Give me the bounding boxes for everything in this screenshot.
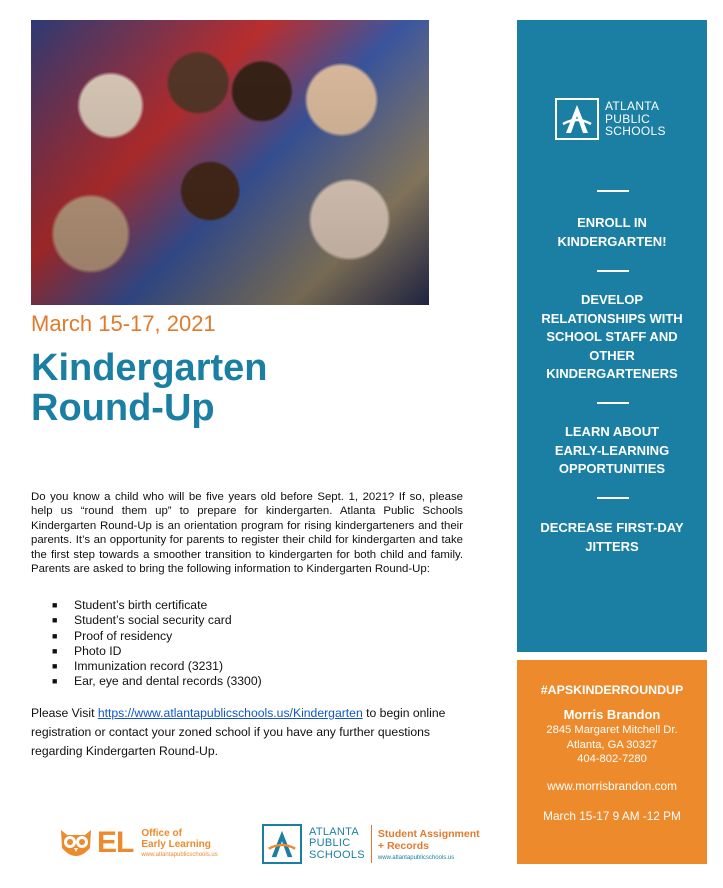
oel-mark: EL [97, 826, 134, 859]
aps-footer-text: ATLANTA PUBLIC SCHOOLS [309, 825, 365, 861]
benefit-jitters: DECREASE FIRST-DAY JITTERS [540, 520, 684, 554]
event-hours: March 15-17 9 AM -12 PM [543, 809, 681, 823]
benefit-relationships: DEVELOP RELATIONSHIPS WITH SCHOOL STAFF AND OTHER KINDERGARTENERS [541, 292, 683, 381]
title-line-2: Round-Up [31, 387, 215, 429]
requirements-list [52, 598, 262, 690]
aps-logo [555, 98, 666, 140]
benefit-enroll: ENROLL IN KINDERGARTEN! [557, 215, 667, 249]
divider [597, 497, 629, 499]
list-item: ■ Student’s social security card [52, 613, 232, 628]
divider [597, 270, 629, 272]
bullet-icon: ■ [52, 630, 58, 641]
benefits-sidebar [517, 20, 707, 652]
list-item: ■ Immunization record (3231) [52, 659, 224, 674]
kindergarten-registration-link[interactable]: https://www.atlantapublicschools.us/Kindergarten [97, 706, 363, 720]
divider [371, 825, 372, 863]
list-item: ■ Student’s birth certificate [52, 598, 208, 612]
bullet-icon: ■ [52, 676, 58, 687]
page-title [31, 348, 411, 428]
bullet-icon: ■ [52, 661, 58, 672]
school-name: Morris Brandon [563, 707, 661, 722]
list-item: ■ Proof of residency [52, 628, 173, 643]
event-date: March 15-17, 2021 [31, 311, 216, 336]
aps-torch-icon [555, 98, 599, 140]
contact-box [517, 660, 707, 864]
children-group-photo [31, 20, 429, 305]
list-item: ■ Photo ID [52, 643, 122, 658]
bullet-icon: ■ [52, 645, 58, 656]
school-phone: 404-802-7280 [577, 753, 647, 765]
aps-student-assignment-logo [262, 824, 480, 864]
aps-torch-icon [262, 824, 302, 864]
bullet-icon: ■ [52, 615, 58, 626]
title-line-1: Kindergarten [31, 347, 268, 389]
school-address: 2845 Margaret Mitchell Dr. Atlanta, GA 30327 404-802-7280 [517, 723, 707, 767]
hashtag: #APSKINDERROUNDUP [540, 683, 684, 697]
owl-icon [57, 824, 95, 862]
benefit-early-learning: LEARN ABOUT EARLY-LEARNING OPPORTUNITIES [554, 424, 670, 476]
oel-text: Office of Early Learning www.atlantapublicschools.us [141, 828, 218, 858]
intro-paragraph: Do you know a child who will be five years old before Sept. 1, 2021? If so, please help us “round them up” to prepare for kindergarten. Atlanta Public Schools Kindergarten Round-Up is an orientation program for rising kindergarteners and their parents. It’s an opportunity for parents to register their child for kindergarten and take the first step towards a smoother transition to kindergarten for both child and family. Parents are asked to bring the following information to Kindergarten Round-Up: [31, 491, 463, 576]
oel-logo [57, 824, 218, 862]
school-website[interactable]: www.morrisbrandon.com [547, 779, 677, 793]
divider [597, 190, 629, 192]
divider [597, 402, 629, 404]
aps-logo-text: ATLANTA PUBLIC SCHOOLS [605, 99, 666, 139]
bullet-icon: ■ [52, 600, 58, 610]
visit-paragraph: Please Visit https://www.atlantapublicschools.us/Kindergarten to begin online registration or contact your zoned school if you have any further questions regarding Kindergarten Round-Up. [31, 706, 446, 758]
student-assignment-text: Student Assignment + Records www.atlantapublicschools.us [377, 827, 480, 861]
list-item: ■ Ear, eye and dental records (3300) [52, 674, 262, 689]
